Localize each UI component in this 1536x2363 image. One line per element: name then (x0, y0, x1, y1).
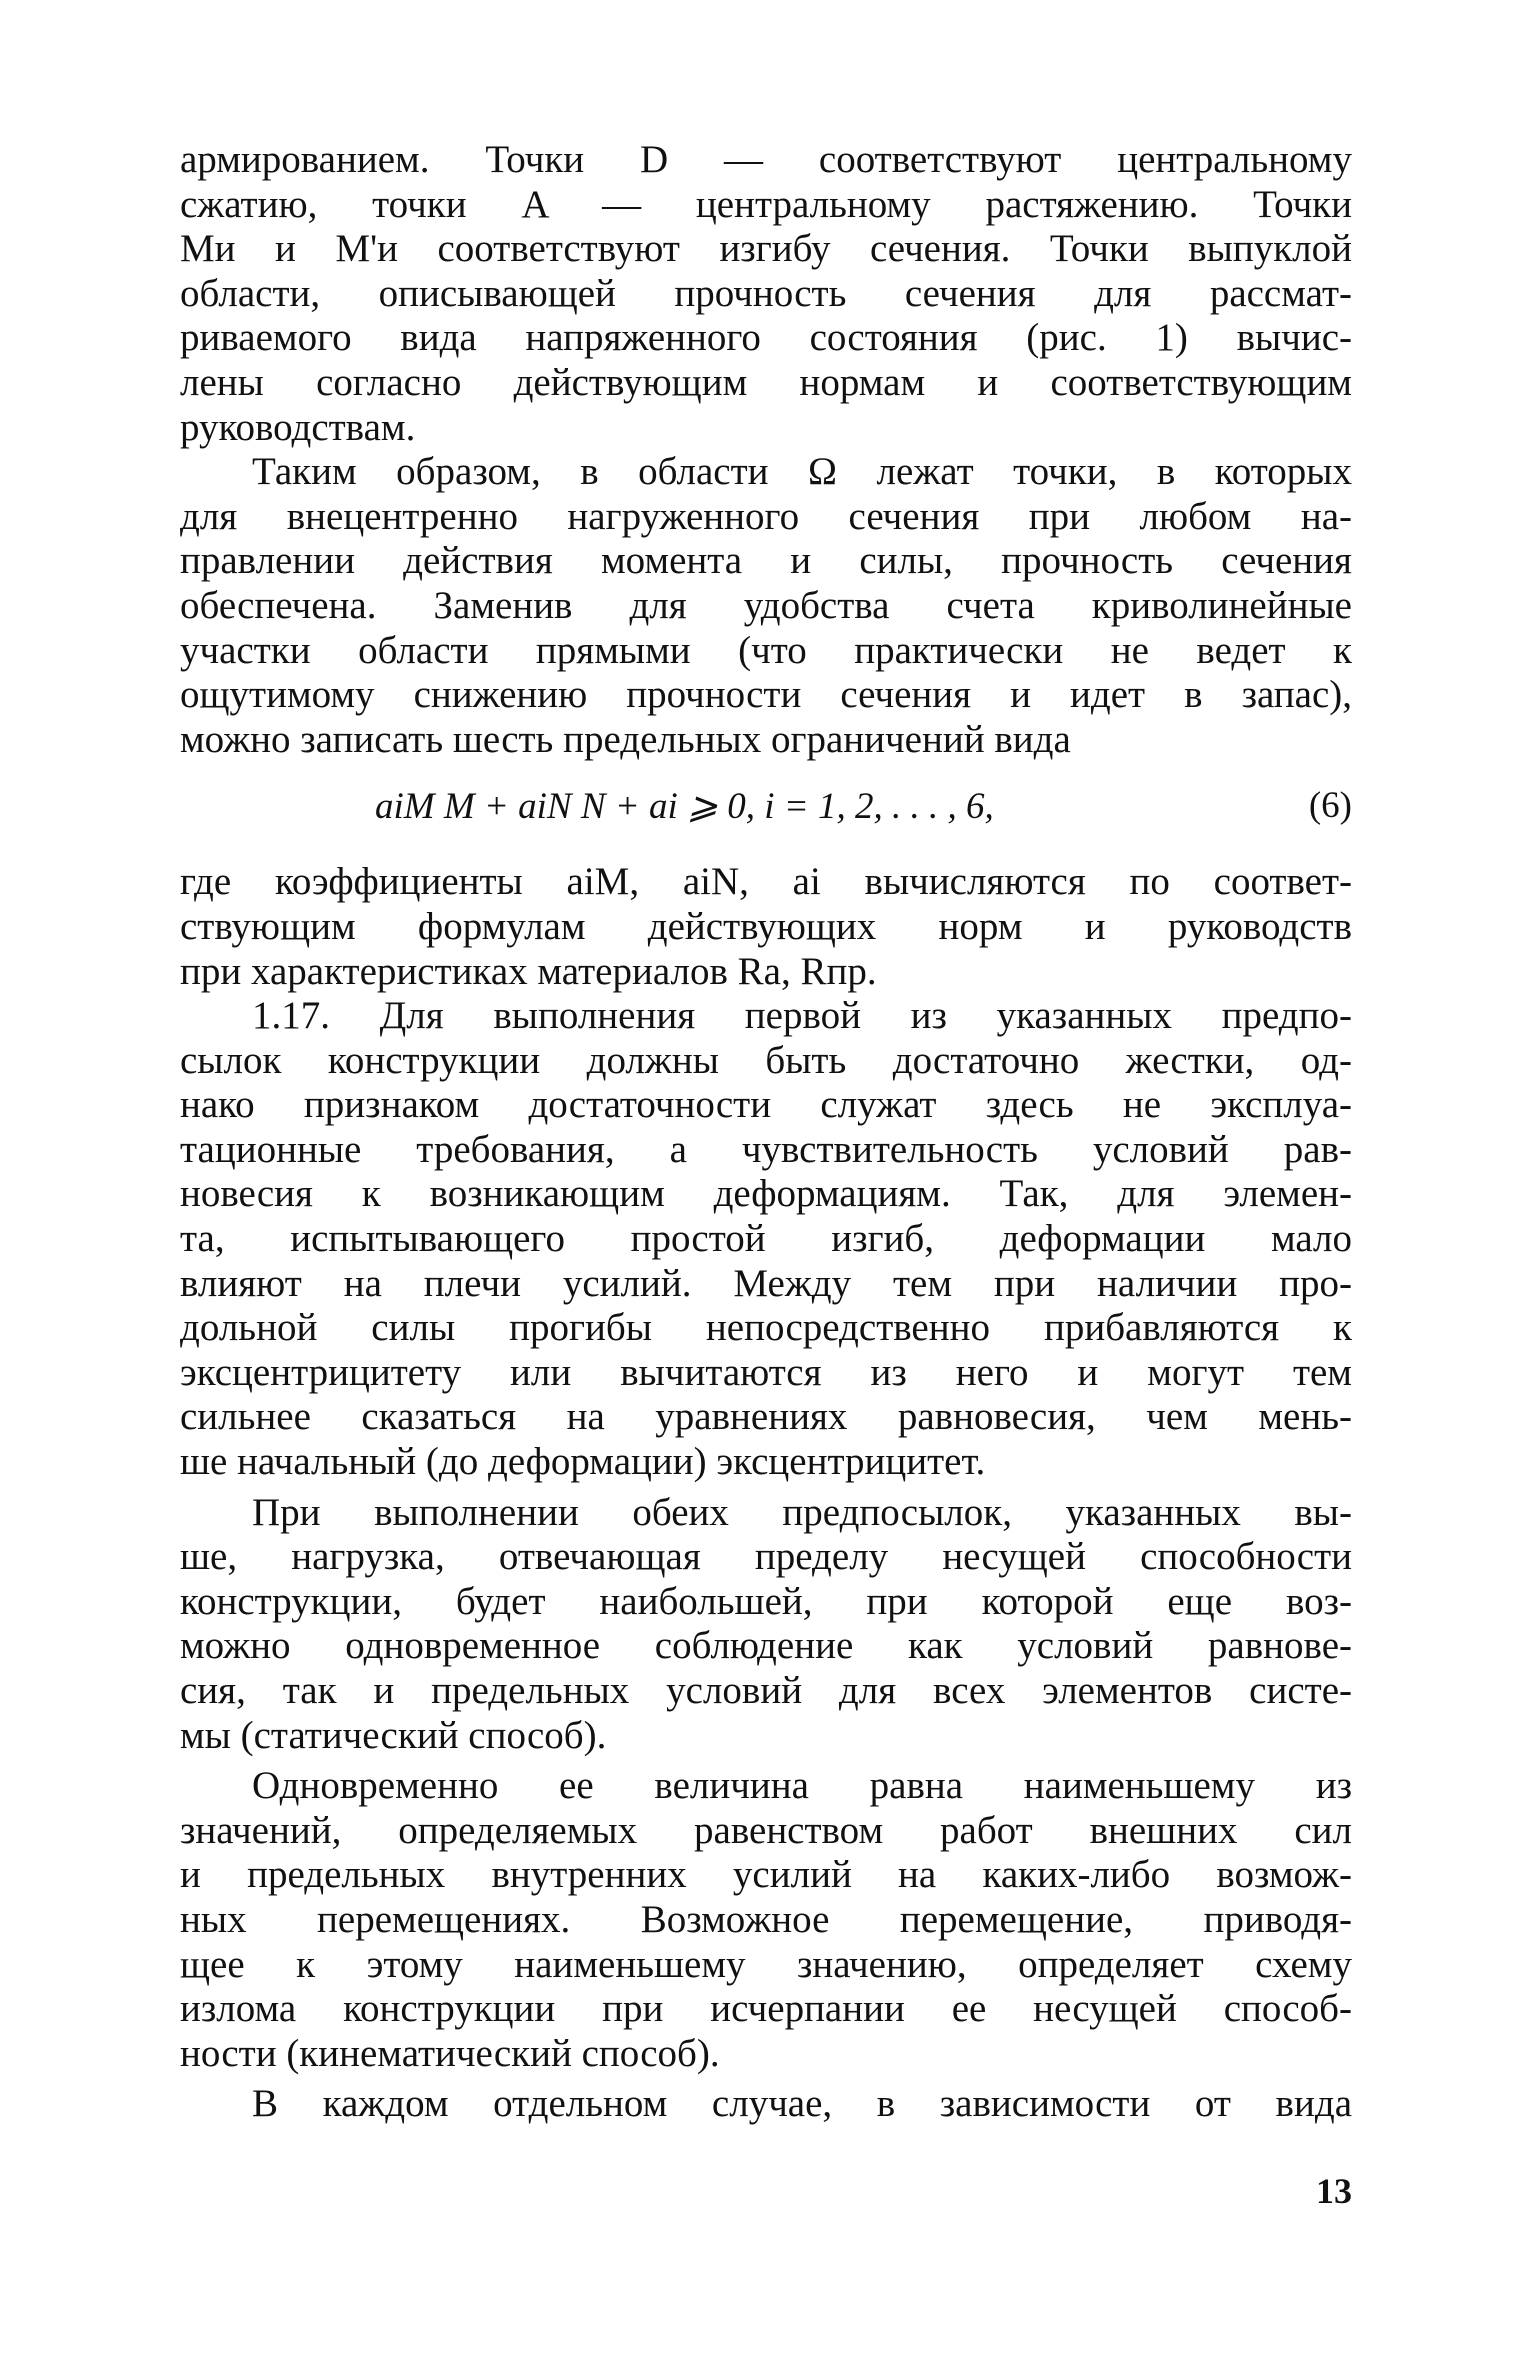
equation-6 (180, 766, 1352, 854)
equation-number: (6) (1308, 785, 1352, 827)
text-line: влияют на плечи усилий. Между тем при наличии про- (180, 1261, 1352, 1305)
text-line: ше, нагрузка, отвечающая пределу несущей способности (180, 1535, 1352, 1579)
text-line: ных перемещениях. Возможное перемещение, приводя- (180, 1897, 1352, 1941)
text-line: излома конструкции при исчерпании ее несущей способ- (180, 1987, 1352, 2031)
text-line: можно одновременное соблюдение как условий равнове- (180, 1624, 1352, 1668)
equation-body: aiM M + aiN N + ai ⩾ 0, i = 1, 2, . . . , 6, (375, 786, 994, 828)
paragraph-7 (180, 2082, 1352, 2127)
text-line: участки области прямыми (что практически не ведет к (180, 628, 1352, 672)
text-line: Одновременно ее величина равна наименьшему из (252, 1764, 1352, 1808)
paragraph-3 (180, 860, 1352, 994)
text-line: сильнее сказаться на уравнениях равновесия, чем мень- (180, 1395, 1352, 1439)
paragraph-1 (180, 138, 1352, 450)
text-line: мы (статический способ). (180, 1713, 607, 1757)
text-line: дольной силы прогибы непосредственно прибавляются к (180, 1306, 1352, 1350)
text-line: лены согласно действующим нормам и соответствующим (180, 360, 1352, 404)
text-line: ности (кинематический способ). (180, 2031, 720, 2075)
text-line: для внецентренно нагруженного сечения при любом на- (180, 494, 1352, 538)
page-number: 13 (1316, 2171, 1352, 2211)
text-line: сжатию, точки A — центральному растяжению. Точки (180, 182, 1352, 226)
text-line: обеспечена. Заменив для удобства счета криволинейные (180, 583, 1352, 627)
text-line: сия, так и предельных условий для всех элементов систе- (180, 1669, 1352, 1712)
text-line: можно записать шесть предельных ограничений вида (180, 717, 1071, 761)
text-line: Таким образом, в области Ω лежат точки, в которых (252, 450, 1352, 494)
text-line: риваемого вида напряженного состояния (рис. 1) вычис- (180, 316, 1352, 360)
text-line: При выполнении обеих предпосылок, указанных вы- (252, 1490, 1352, 1534)
text-line: ше начальный (до деформации) эксцентрицитет. (180, 1440, 986, 1484)
text-line: 1.17. Для выполнения первой из указанных предпо- (252, 994, 1352, 1038)
text-line: где коэффициенты aiM, aiN, ai вычисляются по соответ- (180, 860, 1352, 904)
paragraph-4 (180, 994, 1352, 1485)
text-line: армированием. Точки D — соответствуют центральному (180, 138, 1352, 181)
text-line: щее к этому наименьшему значению, определяет схему (180, 1942, 1352, 1986)
text-line: новесия к возникающим деформациям. Так, для элемен- (180, 1172, 1352, 1216)
text-line: Mи и M'и соответствуют изгибу сечения. Точки выпуклой (180, 227, 1352, 271)
text-line: В каждом отдельном случае, в зависимости от вида (252, 2082, 1352, 2126)
text-line: правлении действия момента и силы, прочность сечения (180, 539, 1352, 583)
text-line: эксцентрицитету или вычитаются из него и могут тем (180, 1350, 1352, 1394)
text-line: и предельных внутренних усилий на каких-либо возмож- (180, 1853, 1352, 1897)
text-line: ствующим формулам действующих норм и руководств (180, 904, 1352, 948)
text-line: та, испытывающего простой изгиб, деформации мало (180, 1217, 1352, 1261)
paragraph-6 (180, 1764, 1352, 2076)
text-line: ощутимому снижению прочности сечения и идет в запас), (180, 673, 1352, 717)
paragraph-5 (180, 1491, 1352, 1759)
document-page (180, 138, 1352, 2127)
text-line: области, описывающей прочность сечения для рассмат- (180, 271, 1352, 315)
text-line: значений, определяемых равенством работ внешних сил (180, 1808, 1352, 1852)
text-line: при характеристиках материалов Ra, Rпр. (180, 949, 877, 993)
text-line: нако признаком достаточности служат здесь не эксплуа- (180, 1083, 1352, 1127)
paragraph-2 (180, 450, 1352, 762)
text-line: сылок конструкции должны быть достаточно жестки, од- (180, 1038, 1352, 1082)
text-line: конструкции, будет наибольшей, при которой еще воз- (180, 1579, 1352, 1623)
text-line: тационные требования, а чувствительность условий рав- (180, 1127, 1352, 1171)
text-line: руководствам. (180, 405, 416, 449)
